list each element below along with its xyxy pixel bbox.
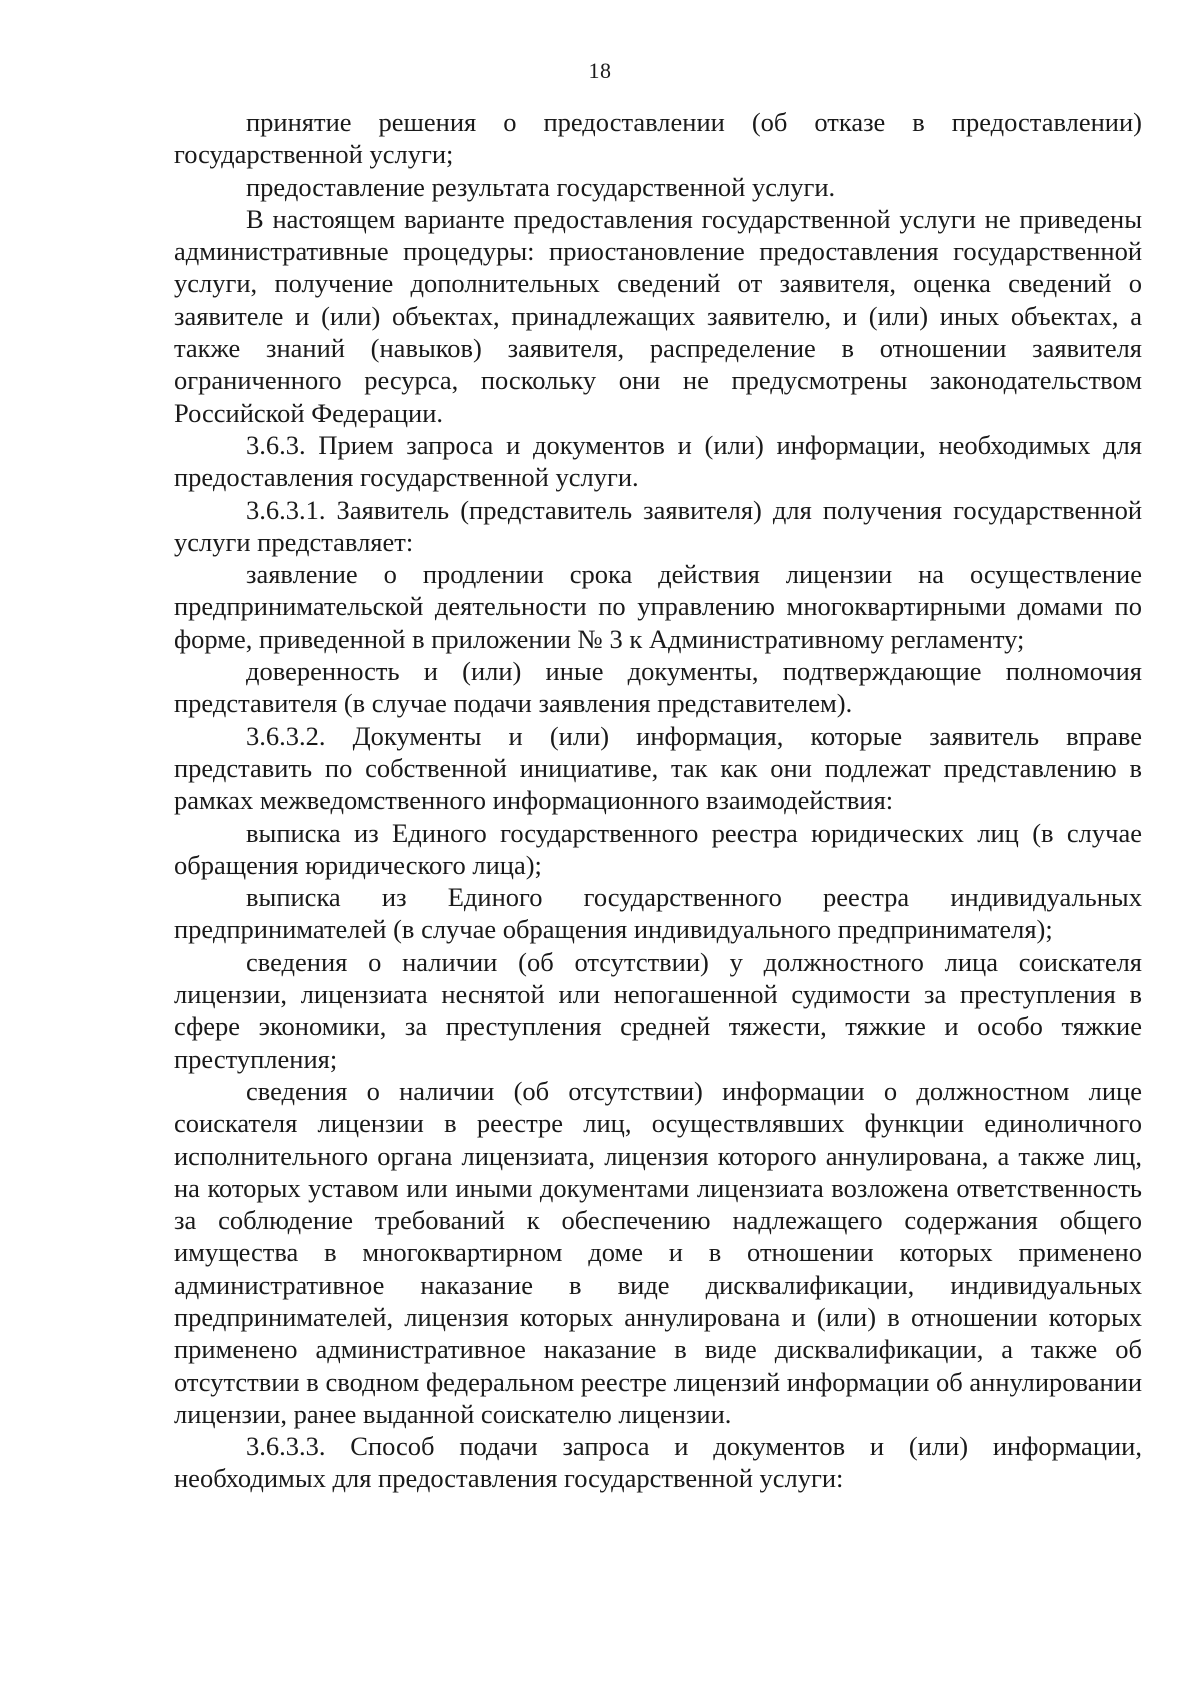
paragraph-section-3-6-3-2: 3.6.3.2. Документы и (или) информация, которые заявитель вправе представить по собственной инициативе, так как они подлежат представлению в рамках межведомственного информационного взаимодействия:	[174, 720, 1142, 816]
paragraph-section-3-6-3-1: 3.6.3.1. Заявитель (представитель заявителя) для получения государственной услуги представляет:	[174, 494, 1142, 557]
paragraph-registry-info: сведения о наличии (об отсутствии) информации о должностном лице соискателя лицензии в реестре лиц, осуществлявших функции единоличного исполнительного органа лицензиата, лицензия которого аннулирована, а также лиц, на которых уставом или иными документами лицензиата возложена ответственность за соблюдение требований к обеспечению надлежащего содержания общего имущества в многоквартирном доме и в отношении которых применено административное наказание в виде дисквалификации, индивидуальных предпринимателей, лицензия которых аннулирована и (или) в отношении которых применено административное наказание в виде дисквалификации, а также об отсутствии в сводном федеральном реестре лицензий информации об аннулировании лицензии, ранее выданной соискателю лицензии.	[174, 1075, 1142, 1429]
paragraph-section-3-6-3-3: 3.6.3.3. Способ подачи запроса и документов и (или) информации, необходимых для предоставления государственной услуги:	[174, 1431, 1142, 1494]
paragraph-application-form: заявление о продлении срока действия лицензии на осуществление предпринимательской деятельности по управлению многоквартирными домами по форме, приведенной в приложении № 3 к Административному регламенту;	[174, 559, 1142, 654]
paragraph-decision-step: принятие решения о предоставлении (об отказе в предоставлении) государственной услуги;	[174, 107, 1142, 170]
paragraph-result-step: предоставление результата государственной услуги.	[246, 171, 836, 202]
paragraph-section-3-6-3: 3.6.3. Прием запроса и документов и (или) информации, необходимых для предоставления государственной услуги.	[174, 429, 1142, 493]
page-number: 18	[588, 58, 612, 83]
paragraph-egrul-extract: выписка из Единого государственного реестра юридических лиц (в случае обращения юридического лица);	[174, 817, 1142, 880]
paragraph-criminal-record-info: сведения о наличии (об отсутствии) у должностного лица соискателя лицензии, лицензиата неснятой или непогашенной судимости за преступления в сфере экономики, за преступления средней тяжести, тяжкие и особо тяжкие преступления;	[174, 946, 1142, 1074]
paragraph-power-of-attorney: доверенность и (или) иные документы, подтверждающие полномочия представителя (в случае подачи заявления представителем).	[174, 656, 1142, 719]
paragraph-egrip-extract: выписка из Единого государственного реестра индивидуальных предпринимателей (в случае обращения индивидуального предпринимателя);	[174, 882, 1142, 945]
paragraph-excluded-procedures: В настоящем варианте предоставления государственной услуги не приведены административные процедуры: приостановление предоставления государственной услуги, получение дополнительных сведений от заявителя, оценка сведений о заявителе и (или) объектах, принадлежащих заявителю, и (или) иных объектах, а также знаний (навыков) заявителя, распределение в отношении заявителя ограниченного ресурса, поскольку они не предусмотрены законодательством Российской Федерации.	[174, 203, 1142, 428]
document-body	[174, 106, 1142, 1495]
